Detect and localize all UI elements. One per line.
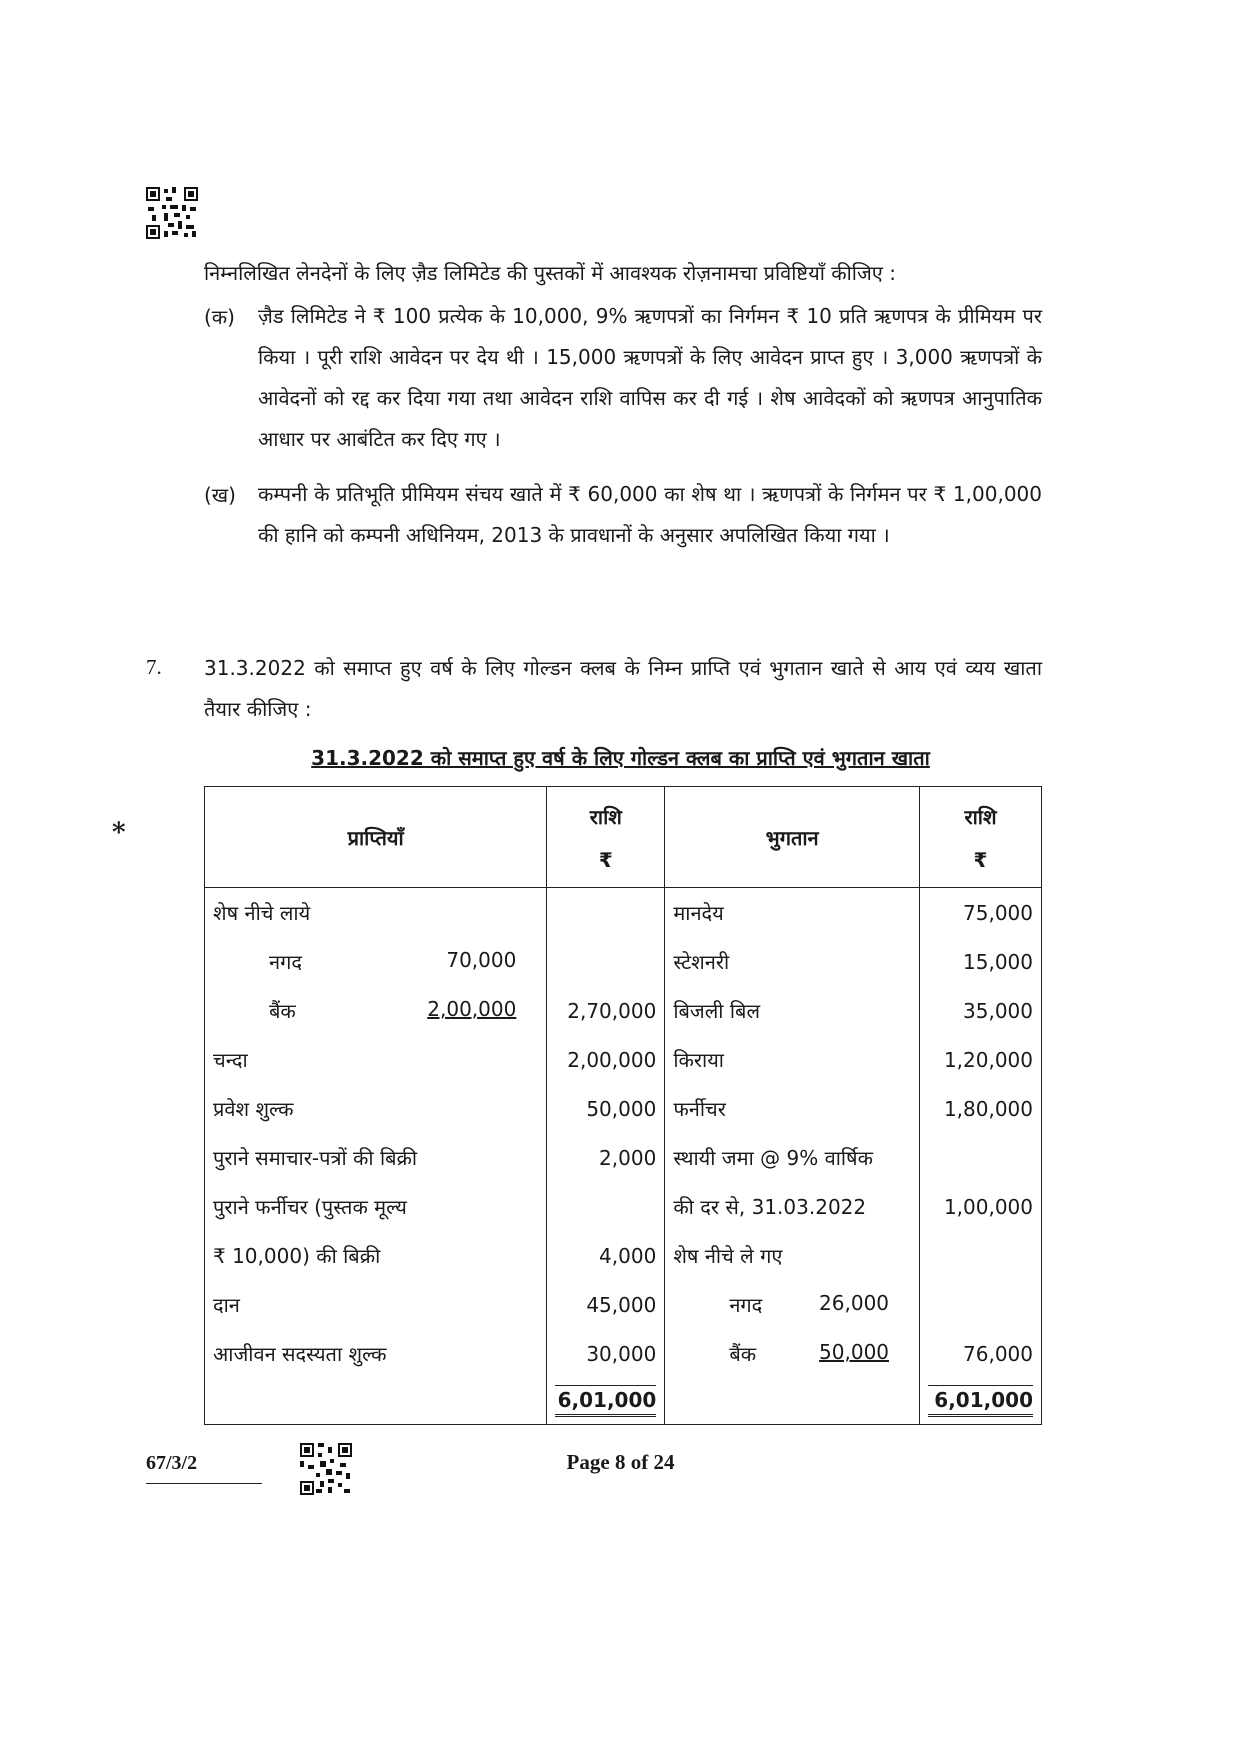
payment-amount <box>920 1231 1042 1280</box>
payment-amount: 15,000 <box>920 937 1042 986</box>
payment-subitem <box>665 1280 920 1329</box>
receipt-sub-value: 70,000 <box>446 948 517 972</box>
receipt-item: आजीवन सदस्यता शुल्क <box>205 1329 547 1378</box>
receipt-amount: 4,000 <box>547 1231 665 1280</box>
payment-item: शेष नीचे ले गए <box>665 1231 920 1280</box>
receipt-sub-label: बैंक <box>269 999 296 1023</box>
payment-sub-value: 26,000 <box>819 1291 890 1315</box>
receipt-sub-value: 2,00,000 <box>427 997 517 1021</box>
header-receipts: प्राप्तियाँ <box>205 787 547 888</box>
receipt-item: पुराने समाचार-पत्रों की बिक्री <box>205 1133 547 1182</box>
payment-amount: 75,000 <box>920 888 1042 938</box>
table-row <box>205 1133 1042 1182</box>
payment-item: स्थायी जमा @ 9% वार्षिक <box>665 1133 920 1182</box>
receipt-item: पुराने फर्नीचर (पुस्तक मूल्य <box>205 1182 547 1231</box>
payment-amount <box>920 1280 1042 1329</box>
payment-item: किराया <box>665 1035 920 1084</box>
payment-amount: 1,80,000 <box>920 1084 1042 1133</box>
receipt-sub-label: नगद <box>269 950 302 974</box>
receipt-amount: 2,00,000 <box>547 1035 665 1084</box>
payment-item: की दर से, 31.03.2022 <box>665 1182 920 1231</box>
table-row <box>205 888 1042 938</box>
payment-item: स्टेशनरी <box>665 937 920 986</box>
payment-amount: 76,000 <box>920 1329 1042 1378</box>
item-label-kha: (ख) <box>204 483 236 507</box>
receipt-subitem <box>205 937 547 986</box>
currency-label: ₹ <box>973 847 988 872</box>
header-payments: भुगतान <box>665 787 920 888</box>
receipt-amount <box>547 1182 665 1231</box>
amount-label: राशि <box>589 804 622 829</box>
table-row <box>205 1231 1042 1280</box>
payments-total: 6,01,000 <box>928 1385 1033 1417</box>
payment-subitem <box>665 1329 920 1378</box>
table-row <box>205 1084 1042 1133</box>
receipts-total: 6,01,000 <box>555 1385 656 1417</box>
item-text-ka: ज़ैड लिमिटेड ने ₹ 100 प्रत्येक के 10,000, 9% ऋणपत्रों का निर्गमन ₹ 10 प्रति ऋणपत्र के प्रीमियम पर किया । पूरी राशि आवेदन पर देय थी । 15,000 ऋणपत्रों के लिए आवेदन प्राप्त हुए । 3,000 ऋणपत्रों के आवेदनों को रद्द कर दिया गया तथा आवेदन राशि वापिस कर दी गई । शेष आवेदकों को ऋणपत्र आनुपातिक आधार पर आबंटित कर दिए गए । <box>258 304 1042 451</box>
payment-sub-label: बैंक <box>729 1342 757 1366</box>
table-total-row <box>205 1378 1042 1425</box>
star-marker: * <box>112 818 126 848</box>
receipt-amount <box>547 937 665 986</box>
payment-item: मानदेय <box>665 888 920 938</box>
receipt-item: शेष नीचे लाये <box>205 888 547 938</box>
table-row <box>205 1329 1042 1378</box>
question-number: 7. <box>146 655 162 679</box>
receipt-amount: 50,000 <box>547 1084 665 1133</box>
paper-code-underline <box>146 1483 262 1484</box>
receipt-item: चन्दा <box>205 1035 547 1084</box>
receipt-item: ₹ 10,000) की बिक्री <box>205 1231 547 1280</box>
payment-amount: 1,00,000 <box>920 1182 1042 1231</box>
table-row <box>205 1280 1042 1329</box>
receipt-item: दान <box>205 1280 547 1329</box>
payment-sub-label: नगद <box>729 1293 763 1317</box>
question-text: 31.3.2022 को समाप्त हुए वर्ष के लिए गोल्डन क्लब के निम्न प्राप्ति एवं भुगतान खाते से आय एवं व्यय खाता तैयार कीजिए : <box>204 656 1042 721</box>
receipt-amount: 2,70,000 <box>547 986 665 1035</box>
header-payments-amount <box>920 787 1042 888</box>
qr-code-top <box>146 187 198 239</box>
header-receipts-amount <box>547 787 665 888</box>
receipts-payments-table <box>204 786 1042 1425</box>
receipt-amount: 45,000 <box>547 1280 665 1329</box>
payment-item: फर्नीचर <box>665 1084 920 1133</box>
payment-item: बिजली बिल <box>665 986 920 1035</box>
table-title: 31.3.2022 को समाप्त हुए वर्ष के लिए गोल्डन क्लब का प्राप्ति एवं भुगतान खाता <box>311 746 930 770</box>
currency-label: ₹ <box>598 847 613 872</box>
payment-amount: 35,000 <box>920 986 1042 1035</box>
table-row <box>205 986 1042 1035</box>
receipt-item: प्रवेश शुल्क <box>205 1084 547 1133</box>
payment-amount <box>920 1133 1042 1182</box>
intro-instruction: निम्नलिखित लेनदेनों के लिए ज़ैड लिमिटेड की पुस्तकों में आवश्यक रोज़नामचा प्रविष्टियाँ कीजिए : <box>204 261 896 285</box>
table-row <box>205 1035 1042 1084</box>
receipt-amount: 30,000 <box>547 1329 665 1378</box>
receipt-subitem <box>205 986 547 1035</box>
item-text-kha: कम्पनी के प्रतिभूति प्रीमियम संचय खाते में ₹ 60,000 का शेष था । ऋणपत्रों के निर्गमन पर ₹ 1,00,000 की हानि को कम्पनी अधिनियम, 2013 के प्रावधानों के अनुसार अपलिखित किया गया । <box>258 482 1042 547</box>
paper-code: 67/3/2 <box>146 1452 198 1474</box>
item-label-ka: (क) <box>204 305 235 329</box>
payment-amount: 1,20,000 <box>920 1035 1042 1084</box>
receipt-amount <box>547 888 665 938</box>
receipt-amount: 2,000 <box>547 1133 665 1182</box>
table-row <box>205 1182 1042 1231</box>
amount-label: राशि <box>964 804 997 829</box>
table-row <box>205 937 1042 986</box>
page-number: Page 8 of 24 <box>566 1450 675 1474</box>
payment-sub-value: 50,000 <box>819 1340 890 1364</box>
